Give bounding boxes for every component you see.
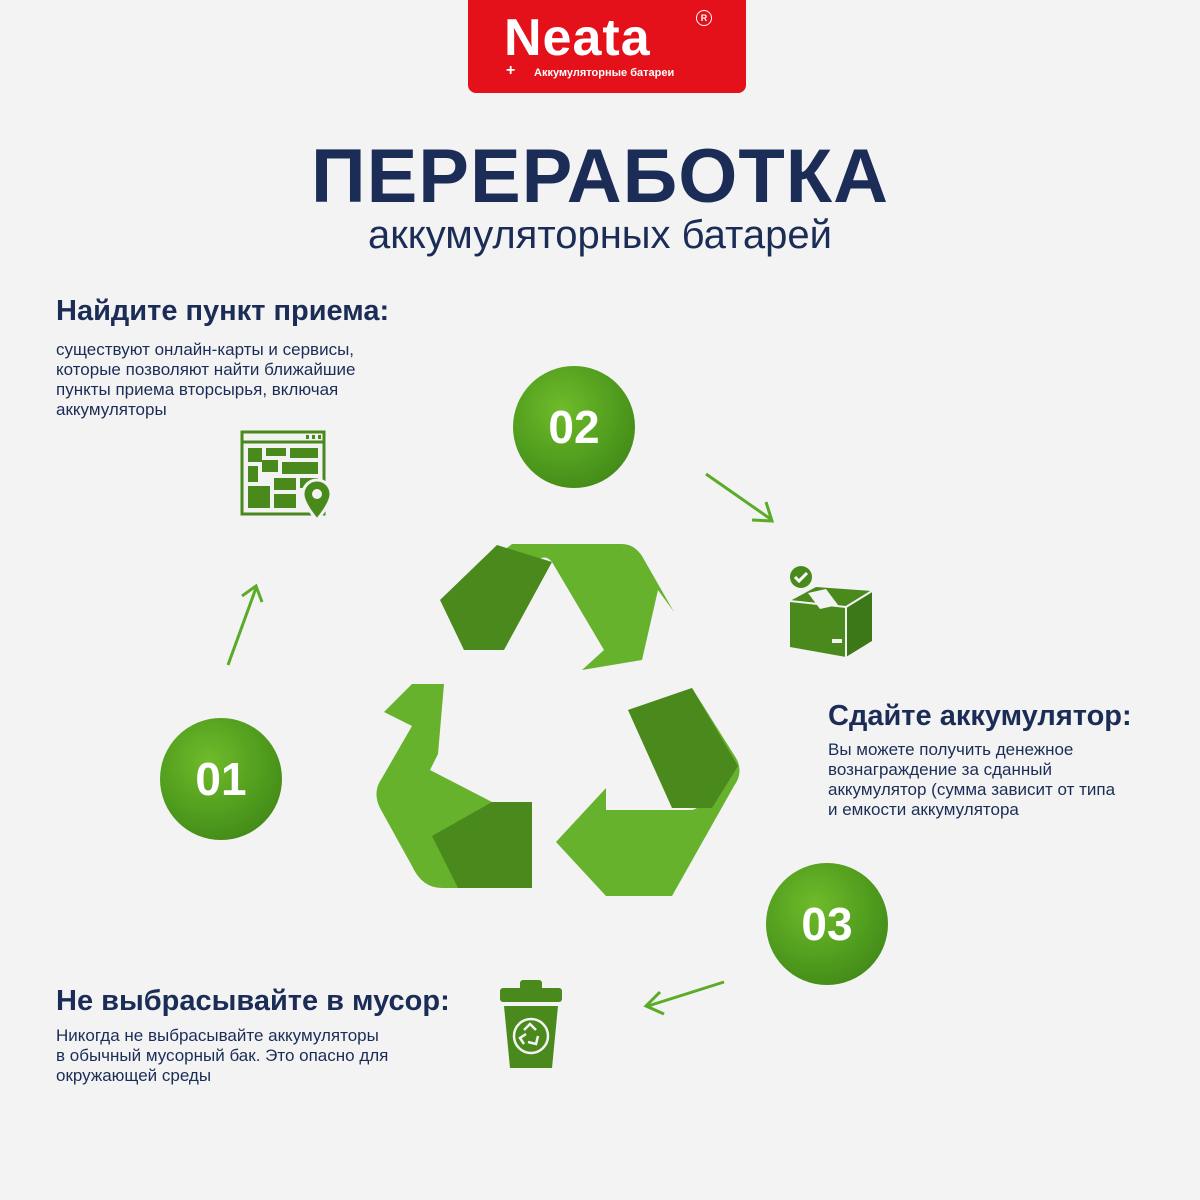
step-3-number: 03 <box>766 863 888 985</box>
brand-logo <box>468 0 746 93</box>
registered-mark: R <box>696 10 712 26</box>
box-check-icon <box>786 565 876 660</box>
brand-name: Neata <box>504 9 651 67</box>
step-2-number: 02 <box>513 366 635 488</box>
step-3-title: Не выбрасывайте в мусор: <box>56 985 450 1017</box>
recycle-bin-icon <box>498 978 564 1070</box>
page-title: ПЕРЕРАБОТКА <box>310 134 890 219</box>
page-subtitle: аккумуляторных батарей <box>368 213 832 257</box>
map-pin-icon <box>240 430 335 522</box>
step-3-text: Никогда не выбрасывайте аккумуляторы в обычный мусорный бак. Это опасно для окружающей среды <box>56 1026 389 1085</box>
plus-icon: + <box>506 62 516 79</box>
recycle-symbol-icon <box>372 540 742 910</box>
brand-tagline: Аккумуляторные батареи <box>534 67 675 79</box>
step-2-text: Вы можете получить денежное вознаграждение за сданный аккумулятор (сумма зависит от типа и емкости аккумулятора <box>828 740 1116 819</box>
step-2-title: Сдайте аккумулятор: <box>828 700 1132 732</box>
step-1-text: существуют онлайн-карты и сервисы, которые позволяют найти ближайшие пункты приема вторсырья, включая аккумуляторы <box>56 340 356 419</box>
step-1-title: Найдите пункт приема: <box>56 295 390 327</box>
arrow-down-right-icon <box>700 468 780 528</box>
arrow-up-icon <box>220 580 270 670</box>
step-1-number: 01 <box>160 718 282 840</box>
arrow-left-icon <box>640 976 730 1020</box>
